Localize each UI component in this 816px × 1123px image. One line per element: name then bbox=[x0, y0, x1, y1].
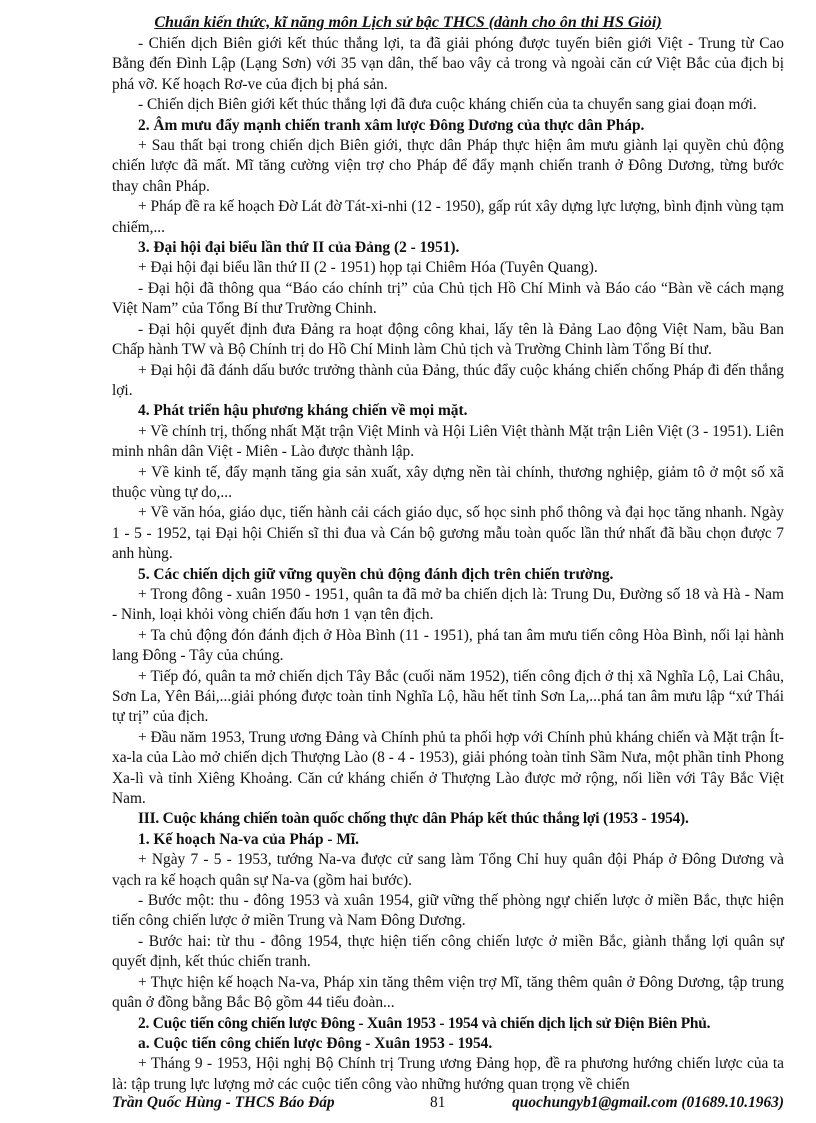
paragraph: + Về chính trị, thống nhất Mặt trận Việt Minh và Hội Liên Việt thành Mặt trận Liên Việt (3 - 1951). Liên minh nhân dân Việt - Miên - Lào được thành lập. bbox=[112, 422, 784, 461]
footer-author: Trần Quốc Hùng - THCS Báo Đáp bbox=[112, 1094, 335, 1111]
paragraph: + Pháp đề ra kế hoạch Đờ Lát đờ Tát-xi-nhi (12 - 1950), gấp rút xây dựng lực lượng, bình định vùng tạm chiếm,... bbox=[112, 198, 784, 236]
paragraph: + Sau thất bại trong chiến dịch Biên giới, thực dân Pháp thực hiện âm mưu giành lại quyền chủ động chiến lược đã mất. Mĩ tăng cường viện trợ cho Pháp để đẩy mạnh chiến tranh ở Đông Dương, từng bước thay chân Pháp. bbox=[112, 137, 784, 195]
paragraph: + Ta chủ động đón đánh địch ở Hòa Bình (11 - 1951), phá tan âm mưu tiến công Hòa Bình, nối lại hành lang Đông - Tây của chúng. bbox=[112, 626, 784, 665]
document-body bbox=[112, 34, 784, 1095]
paragraph: + Tháng 9 - 1953, Hội nghị Bộ Chính trị Trung ương Đảng họp, đề ra phương hướng chiến lược của ta là: tập trung lực lượng mở các cuộc tiến công vào những hướng quan trọng về chiến bbox=[112, 1055, 784, 1093]
paragraph: + Về kinh tế, đẩy mạnh tăng gia sản xuất, xây dựng nền tài chính, thương nghiệp, giảm tô ở một số xã thuộc vùng tự do,... bbox=[112, 463, 784, 501]
paragraph: - Bước một: thu - đông 1953 và xuân 1954, giữ vững thế phòng ngự chiến lược ở miền Bắc, thực hiện tiến công chiến lược ở miền Trung và Nam Đông Dương. bbox=[112, 892, 784, 930]
paragraph: - Đại hội đã thông qua “Báo cáo chính trị” của Chủ tịch Hồ Chí Minh và Báo cáo “Bàn về cách mạng Việt Nam” của Tổng Bí thư Trường Chinh. bbox=[112, 279, 784, 318]
paragraph: + Tiếp đó, quân ta mở chiến dịch Tây Bắc (cuối năm 1952), tiến công địch ở thị xã Nghĩa Lộ, Lai Châu, Sơn La, Yên Bái,...giải phóng được toàn tỉnh Nghĩa Lộ, hầu hết tỉnh Sơn La,...phá tan âm mưu lập “xứ Thái tự trị” của địch. bbox=[112, 667, 784, 726]
paragraph: + Đầu năm 1953, Trung ương Đảng và Chính phủ ta phối hợp với Chính phủ kháng chiến và Mặt trận Ít-xa-la của Lào mở chiến dịch Thượng Lào (8 - 4 - 1953), giải phóng toàn tỉnh Sầm Nưa, một phần tỉnh Phong Xa-lì và tỉnh Xiêng Khoảng. Căn cứ kháng chiến ở Thượng Lào được mở rộng, nối liền với Tây Bắc Việt Nam. bbox=[112, 728, 784, 808]
page-header: Chuẩn kiến thức, kĩ năng môn Lịch sử bậc THCS (dành cho ôn thi HS Giỏi) bbox=[154, 14, 662, 31]
section-heading: 5. Các chiến dịch giữ vững quyền chủ động đánh địch trên chiến trường. bbox=[138, 565, 614, 583]
section-heading: 2. Âm mưu đẩy mạnh chiến tranh xâm lược Đông Dương của thực dân Pháp. bbox=[138, 116, 645, 134]
part-heading: III. Cuộc kháng chiến toàn quốc chống thực dân Pháp kết thúc thắng lợi (1953 - 1954). bbox=[138, 810, 689, 828]
paragraph: + Đại hội đại biểu lần thứ II (2 - 1951) họp tại Chiêm Hóa (Tuyên Quang). bbox=[138, 259, 598, 277]
section-heading: 2. Cuộc tiến công chiến lược Đông - Xuân 1953 - 1954 và chiến dịch lịch sử Điện Biên Phủ. bbox=[138, 1014, 711, 1032]
paragraph: - Chiến dịch Biên giới kết thúc thắng lợi, ta đã giải phóng được tuyến biên giới Việt - Trung từ Cao Bằng đến Đình Lập (Lạng Sơn) với 35 vạn dân, thế bao vây cả trong và ngoài căn cứ Việt Bắc của địch bị phá vỡ. Kế hoạch Rơ-ve của địch bị phá sản. bbox=[112, 35, 784, 93]
paragraph: + Thực hiện kế hoạch Na-va, Pháp xin tăng thêm viện trợ Mĩ, tăng thêm quân ở Đông Dương, tập trung quân ở đồng bằng Bắc Bộ gồm 44 tiểu đoàn... bbox=[112, 973, 784, 1012]
paragraph: + Về văn hóa, giáo dục, tiến hành cải cách giáo dục, số học sinh phổ thông và đại học tăng nhanh. Ngày 1 - 5 - 1952, tại Đại hội Chiến sĩ thi đua và Cán bộ gương mẫu toàn quốc lần thứ nhất đã bầu chọn được 7 anh hùng. bbox=[112, 504, 784, 563]
paragraph: - Chiến dịch Biên giới kết thúc thắng lợi đã đưa cuộc kháng chiến của ta chuyển sang giai đoạn mới. bbox=[138, 96, 757, 114]
paragraph: - Bước hai: từ thu - đông 1954, thực hiện tiến công chiến lược ở miền Bắc, giành thắng lợi quân sự quyết định, kết thúc chiến tranh. bbox=[112, 932, 784, 971]
subsection-heading: a. Cuộc tiến công chiến lược Đông - Xuân 1953 - 1954. bbox=[138, 1034, 493, 1052]
paragraph: + Ngày 7 - 5 - 1953, tướng Na-va được cử sang làm Tổng Chỉ huy quân đội Pháp ở Đông Dương và vạch ra kế hoạch quân sự Na-va (gồm hai bước). bbox=[112, 851, 784, 889]
footer-contact: quochungyb1@gmail.com (01689.10.1963) bbox=[512, 1094, 784, 1111]
paragraph: + Đại hội đã đánh dấu bước trưởng thành của Đảng, thúc đẩy cuộc kháng chiến chống Pháp đi đến thắng lợi. bbox=[112, 361, 784, 399]
section-heading: 1. Kế hoạch Na-va của Pháp - Mĩ. bbox=[138, 830, 360, 848]
section-heading: 3. Đại hội đại biểu lần thứ II của Đảng (2 - 1951). bbox=[138, 239, 460, 257]
paragraph: - Đại hội quyết định đưa Đảng ra hoạt động công khai, lấy tên là Đảng Lao động Việt Nam, bầu Ban Chấp hành TW và Bộ Chính trị do Hồ Chí Minh làm Chủ tịch và Trường Chinh làm Tổng Bí thư. bbox=[112, 320, 784, 359]
section-heading: 4. Phát triển hậu phương kháng chiến về mọi mặt. bbox=[138, 402, 468, 420]
paragraph: + Trong đông - xuân 1950 - 1951, quân ta đã mở ba chiến dịch là: Trung Du, Đường số 18 và Hà - Nam - Ninh, loại khỏi vòng chiến đấu hơn 1 vạn tên địch. bbox=[112, 585, 784, 624]
page-number: 81 bbox=[430, 1094, 446, 1111]
